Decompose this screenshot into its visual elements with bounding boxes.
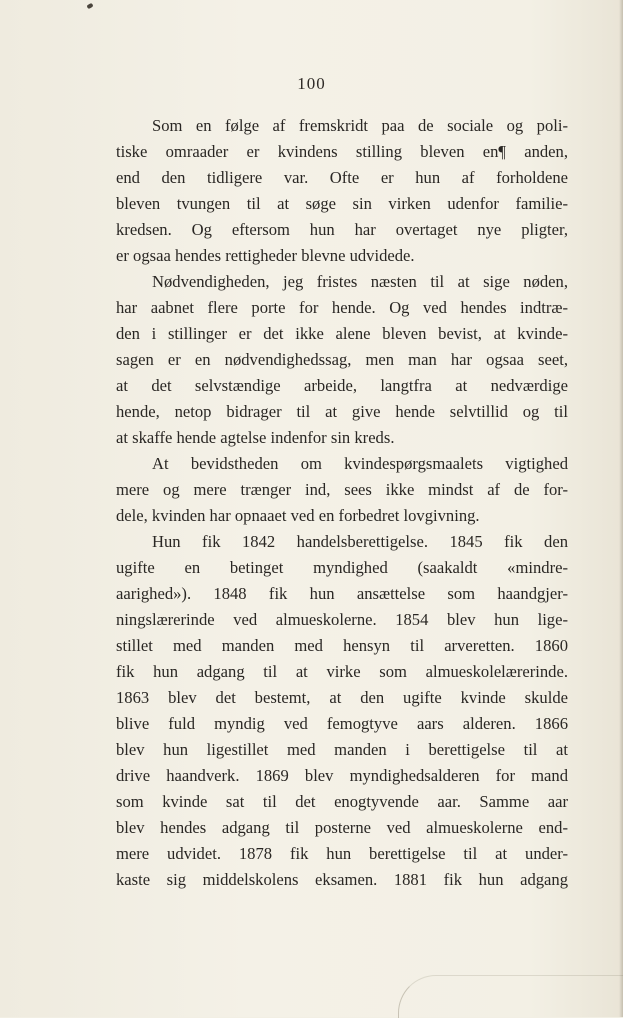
paragraph [116, 113, 568, 269]
text-line: at det selvstændige arbeide, langtfra at nedværdige [116, 376, 568, 395]
text-line: Nødvendigheden, jeg fristes næsten til at sige nøden, [152, 272, 568, 291]
text-line: har aabnet flere porte for hende. Og ved hendes indtræ- [116, 298, 568, 317]
text-line: dele, kvinden har opnaaet ved en forbedret lovgivning. [116, 506, 480, 525]
text-line: er ogsaa hendes rettigheder blevne udvidede. [116, 246, 415, 265]
paragraph [116, 451, 568, 529]
text-line: 1863 blev det bestemt, at den ugifte kvinde skulde [116, 688, 568, 707]
text-line: ningslærerinde ved almueskolerne. 1854 blev hun lige- [116, 610, 568, 629]
paragraph [116, 529, 568, 893]
text-line: Som en følge af fremskridt paa de sociale og poli- [152, 116, 568, 135]
page-edge-shadow [619, 0, 623, 1017]
text-line: kredsen. Og eftersom hun har overtaget nye pligter, [116, 220, 568, 239]
text-line: som kvinde sat til det enogtyvende aar. Samme aar [116, 792, 568, 811]
text-line: bleven tvungen til at søge sin virken udenfor familie- [116, 194, 568, 213]
text-line: sagen er en nødvendighedssag, men man har ogsaa seet, [116, 350, 568, 369]
text-line: blev hendes adgang til posterne ved almueskolerne end- [116, 818, 568, 837]
paragraph [116, 269, 568, 451]
page-corner-fold [398, 975, 623, 1018]
text-line: hende, netop bidrager til at give hende selvtillid og til [116, 402, 568, 421]
text-line: fik hun adgang til at virke som almueskolelærerinde. [116, 662, 568, 681]
text-line: end den tidligere var. Ofte er hun af forholdene [116, 168, 568, 187]
text-line: blev hun ligestillet med manden i berettigelse til at [116, 740, 568, 759]
text-line: ugifte en betinget myndighed (saakaldt «mindre- [116, 558, 568, 577]
ink-speck [86, 3, 93, 9]
text-line: mere udvidet. 1878 fik hun berettigelse til at under- [116, 844, 568, 863]
text-line: tiske omraader er kvindens stilling bleven en¶ anden, [116, 142, 568, 161]
page-number: 100 [297, 74, 326, 93]
body-text [116, 113, 568, 893]
text-line: stillet med manden med hensyn til arveretten. 1860 [116, 636, 568, 655]
text-line: At bevidstheden om kvindespørgsmaalets vigtighed [152, 454, 568, 473]
text-line: aarighed»). 1848 fik hun ansættelse som haandgjer- [116, 584, 568, 603]
text-line: at skaffe hende agtelse indenfor sin kreds. [116, 428, 395, 447]
text-line: den i stillinger er det ikke alene bleven bevist, at kvinde- [116, 324, 568, 343]
text-line: blive fuld myndig ved femogtyve aars alderen. 1866 [116, 714, 568, 733]
text-line: Hun fik 1842 handelsberettigelse. 1845 fik den [152, 532, 568, 551]
text-line: mere og mere trænger ind, sees ikke mindst af de for- [116, 480, 568, 499]
text-line: kaste sig middelskolens eksamen. 1881 fik hun adgang [116, 870, 568, 889]
text-line: drive haandverk. 1869 blev myndighedsalderen for mand [116, 766, 568, 785]
